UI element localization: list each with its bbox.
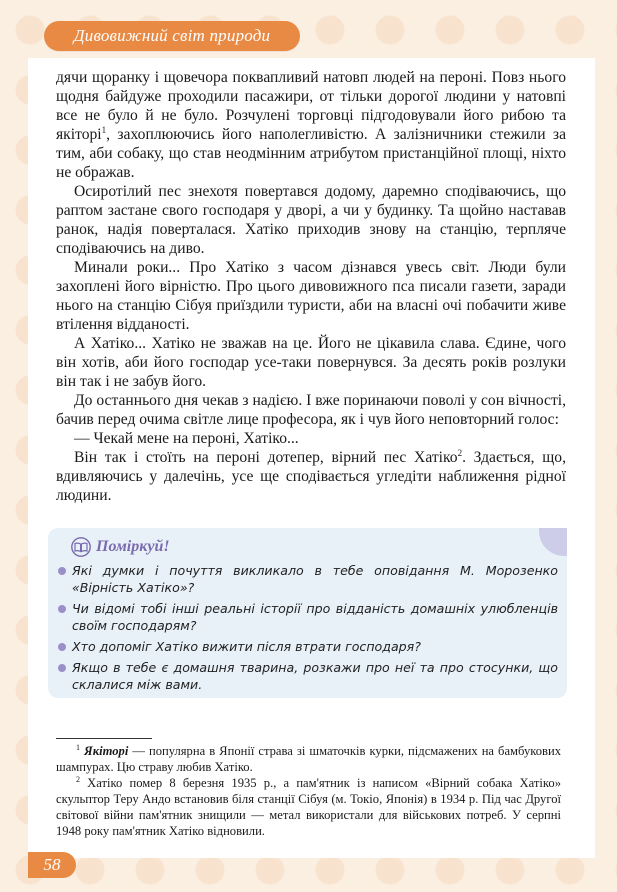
footnote-1-text: — популярна в Японії страва зі шматочків курки, підсмажених на бамбукових шампурах. Цю страву любив Хатіко.: [56, 744, 561, 774]
bullet-dot-icon: [58, 605, 66, 613]
paragraph-1-end: , захоплюючись його наполегливістю. А залізничники стежили за тим, аби собаку, що став неодмінним атрибутом пристанційної площі, ніхто не ображав.: [56, 126, 566, 181]
paragraph-7-end: . Здається, що, вдивляючись у далечінь, усе ще сподівається угледіти наближення рідної людини.: [56, 449, 566, 504]
footnotes: [56, 743, 561, 839]
reflect-questions-box: [48, 528, 567, 698]
footnote-1-number: 1: [76, 742, 80, 752]
paragraph-4: А Хатіко... Хатіко не зважав на це. Його не цікавила слава. Єдине, чого він хотів, аби його господар усе-таки повернувся. За десять років розлуки він так і не забув його.: [56, 335, 566, 390]
question-item: [58, 562, 558, 596]
question-item: [58, 659, 558, 693]
bullet-dot-icon: [58, 664, 66, 672]
footnote-1-term: Якіторі: [84, 744, 129, 758]
question-text: Якщо в тебе є домашня тварина, розкажи про неї та про стосунки, що склалися між вами.: [72, 660, 558, 692]
page-number-badge: [28, 852, 76, 878]
paragraph-6: — Чекай мене на пероні, Хатіко...: [74, 430, 299, 447]
paragraph-7: [56, 448, 566, 505]
paragraph-5: До останнього дня чекав з надією. І вже поринаючи поволі у сон вічності, бачив перед очима світле лице професора, як і чув його неповторний голос:: [56, 392, 566, 428]
footnote-ref-2: 2: [457, 447, 463, 458]
corner-decoration: [539, 528, 567, 556]
reflect-heading: [70, 536, 170, 558]
paragraph-7-text: Він так і стоїть на пероні дотепер, вірний пес Хатіко: [74, 449, 458, 466]
footnote-divider: [56, 738, 152, 739]
question-list: [58, 562, 558, 697]
story-text: [56, 68, 566, 505]
paragraph-2: Осиротілий пес знехотя повертався додому, даремно сподіваючись, що раптом застане свого господаря у дворі, а чи у будинку. Та щойно наставав ранок, надія поверталася. Хатіко приходив знову на станцію, терпляче сподіваючись на диво.: [56, 183, 566, 257]
paragraph-1-text: дячи щоранку і щовечора поквапливий натовп людей на пероні. Повз нього щодня байдуже проходили пасажири, от тільки дорогої людини у натовпі все не було й не було. Розчулені торговці підгодовували його рибою та якіторі: [56, 69, 566, 143]
footnote-2-number: 2: [76, 774, 80, 784]
footnote-2-text: Хатіко помер 8 березня 1935 р., а пам'ятник із написом «Вірний собака Хатіко» скульптор Теру Андо встановив біля станції Сібуя (м. Токіо, Японія) в 1934 р. Під час Другої світової війни пам'ятник знищили — метал використали для військових потреб. У серпні 1948 року пам'ятник Хатіко відновили.: [56, 776, 561, 838]
question-item: [58, 600, 558, 634]
footnote-2: [56, 775, 561, 839]
open-book-icon: [70, 537, 92, 557]
page-number: 58: [43, 855, 61, 874]
bullet-dot-icon: [58, 643, 66, 651]
reflect-heading-text: Поміркуй!: [96, 538, 170, 555]
question-text: Чи відомі тобі інші реальні історії про відданість домашніх улюбленців своїм господарям?: [72, 601, 558, 633]
footnote-1: [56, 743, 561, 775]
question-item: [58, 638, 558, 655]
paragraph-3: Минали роки... Про Хатіко з часом дізнався увесь світ. Люди були захоплені його вірністю. Про цього дивовижного пса писали газети, заради нього на станцію Сібуя приїздили туристи, аби на власні очі побачити живе втілення відданості.: [56, 259, 566, 333]
paragraph-1: [56, 68, 566, 182]
question-text: Які думки і почуття викликало в тебе оповідання М. Морозенко «Вірність Хатіко»?: [72, 563, 558, 595]
section-header-banner: [44, 21, 300, 51]
section-title: Дивовижний світ природи: [73, 26, 271, 45]
bullet-dot-icon: [58, 567, 66, 575]
question-text: Хто допоміг Хатіко вижити після втрати господаря?: [72, 639, 421, 654]
footnote-ref-1: 1: [101, 124, 107, 135]
